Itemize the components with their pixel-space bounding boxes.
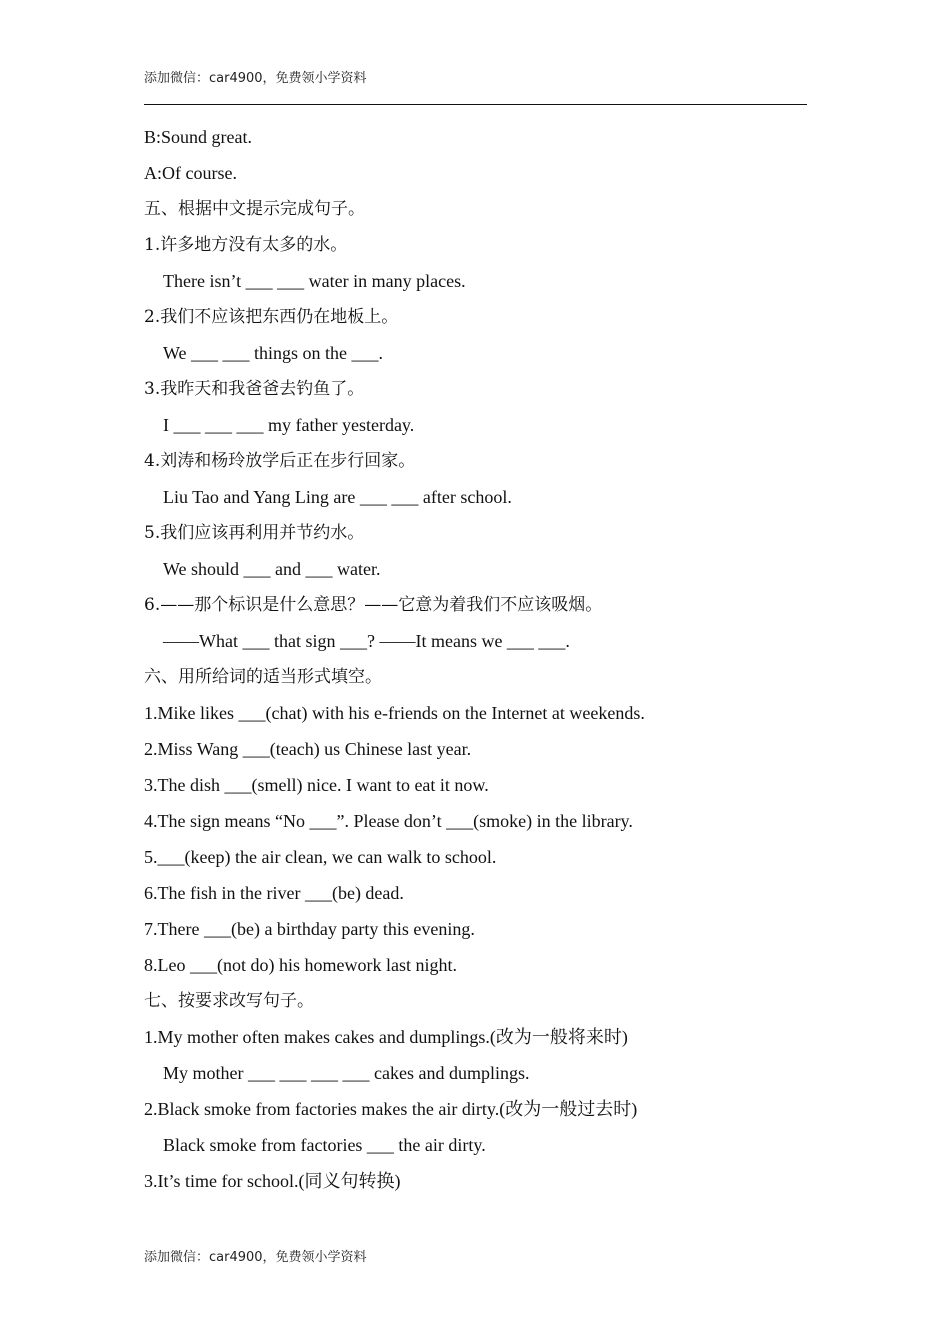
question-item: 1.My mother often makes cakes and dumplings.(改为一般将来时) (144, 1027, 628, 1047)
question-prompt: 4.刘涛和杨玲放学后正在步行回家。 (144, 451, 416, 471)
footer-note: 添加微信：car4900，免费领小学资料 (144, 1250, 367, 1265)
question-item: 2.Miss Wang ___(teach) us Chinese last year. (144, 739, 472, 759)
question-prompt: 1.许多地方没有太多的水。 (144, 235, 348, 255)
section-heading: 七、按要求改写句子。 (144, 991, 314, 1011)
question-prompt: 2.我们不应该把东西仍在地板上。 (144, 307, 399, 327)
question-item: 4.The sign means “No ___”. Please don’t ___(smoke) in the library. (144, 811, 633, 831)
question-item: 3.It’s time for school.(同义句转换) (144, 1171, 401, 1191)
question-item: 5.___(keep) the air clean, we can walk to school. (144, 847, 497, 867)
question-prompt: 6.——那个标识是什么意思？——它意为着我们不应该吸烟。 (144, 595, 603, 615)
answer-line: We ___ ___ things on the ___. (163, 343, 384, 363)
question-item: 2.Black smoke from factories makes the air dirty.(改为一般过去时) (144, 1099, 638, 1119)
question-item: 3.The dish ___(smell) nice. I want to eat it now. (144, 775, 489, 795)
header-note: 添加微信：car4900，免费领小学资料 (144, 71, 367, 86)
answer-line: We should ___ and ___ water. (163, 559, 381, 579)
question-prompt: 3.我昨天和我爸爸去钓鱼了。 (144, 379, 365, 399)
answer-line: Liu Tao and Yang Ling are ___ ___ after school. (163, 487, 512, 507)
worksheet-line: B:Sound great. (144, 127, 252, 147)
answer-line: Black smoke from factories ___ the air dirty. (163, 1135, 486, 1155)
answer-line: ——What ___ that sign ___? ——It means we ___ ___. (163, 631, 570, 651)
answer-line: My mother ___ ___ ___ ___ cakes and dumplings. (163, 1063, 530, 1083)
question-item: 1.Mike likes ___(chat) with his e-friends on the Internet at weekends. (144, 703, 645, 723)
worksheet-line: A:Of course. (144, 163, 237, 183)
answer-line: There isn’t ___ ___ water in many places. (163, 271, 466, 291)
worksheet-content (144, 122, 824, 1202)
header-divider (144, 104, 807, 105)
question-prompt: 5.我们应该再利用并节约水。 (144, 523, 365, 543)
section-heading: 六、用所给词的适当形式填空。 (144, 667, 382, 687)
section-heading: 五、根据中文提示完成句子。 (144, 199, 365, 219)
question-item: 8.Leo ___(not do) his homework last night. (144, 955, 457, 975)
question-item: 7.There ___(be) a birthday party this evening. (144, 919, 475, 939)
answer-line: I ___ ___ ___ my father yesterday. (163, 415, 415, 435)
question-item: 6.The fish in the river ___(be) dead. (144, 883, 404, 903)
